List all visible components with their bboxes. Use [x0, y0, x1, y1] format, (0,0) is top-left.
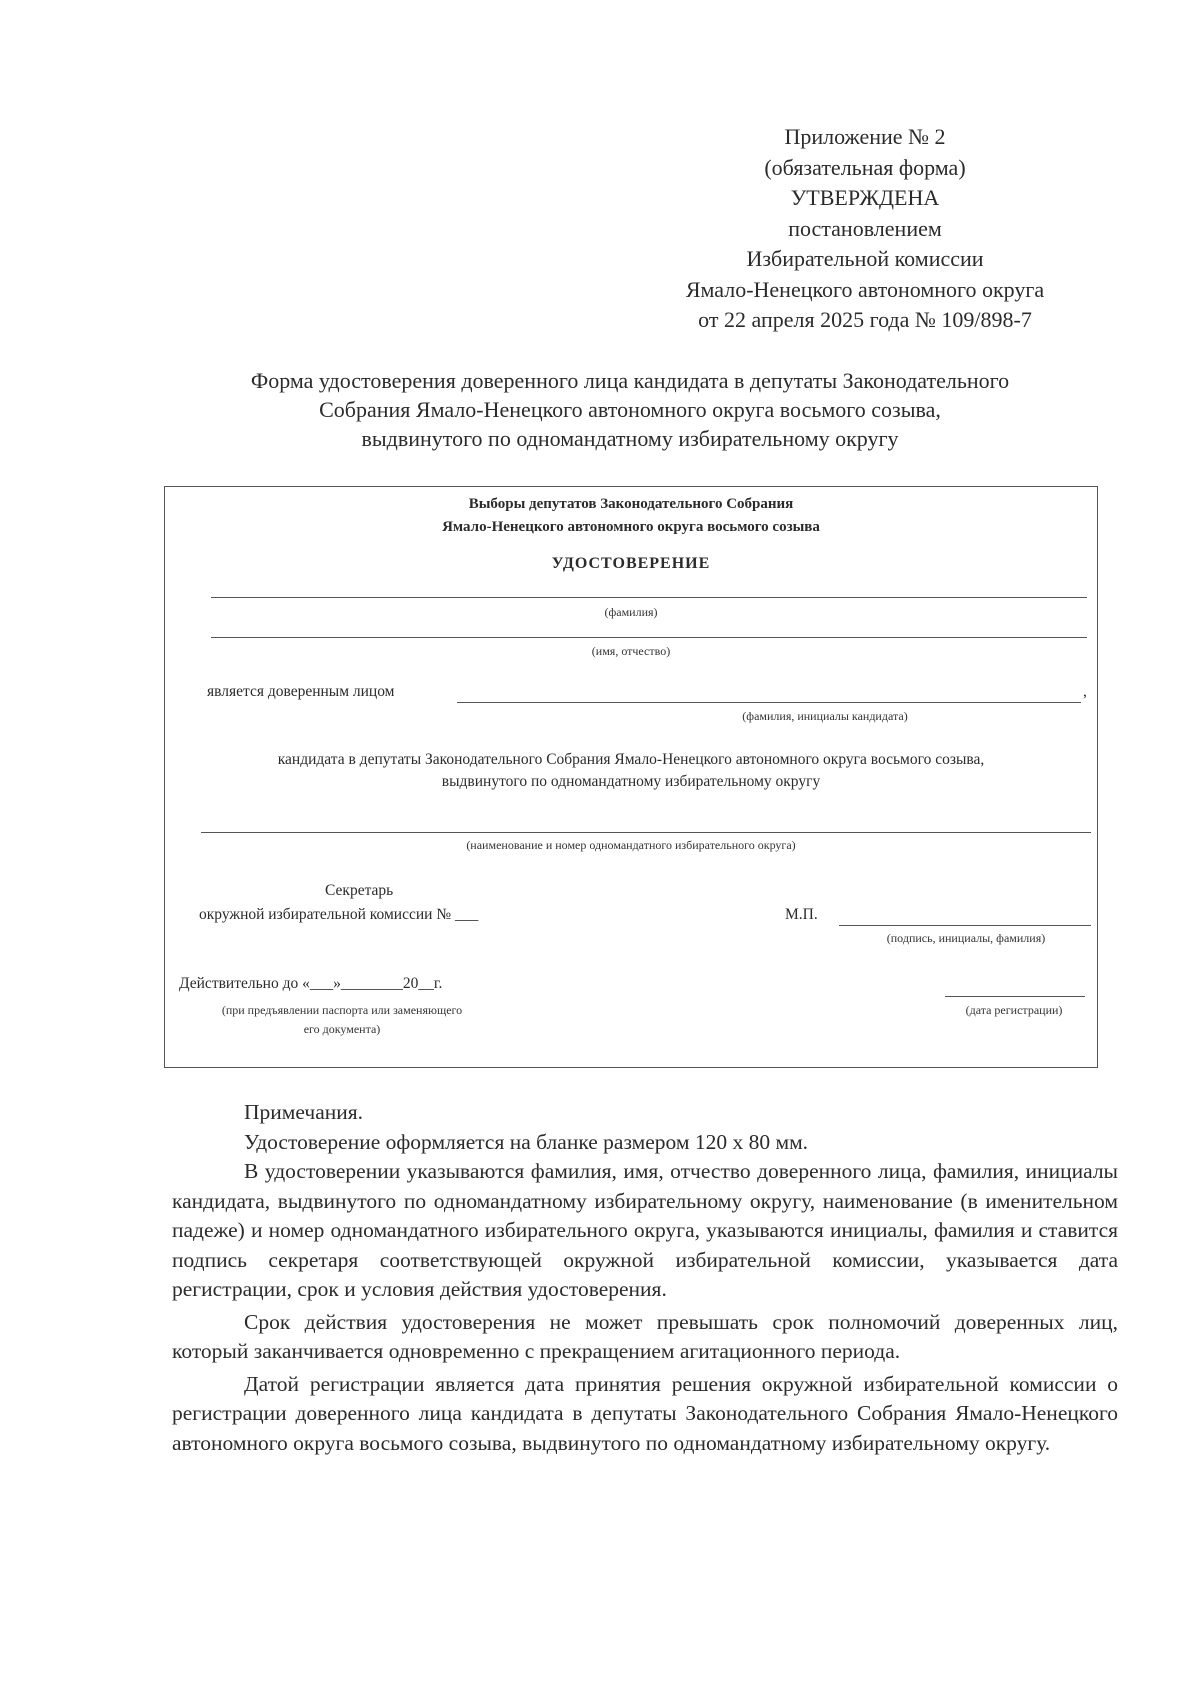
hint-candidate: (фамилия, инициалы кандидата) [742, 709, 908, 723]
appendix-by-resolution: постановлением [788, 215, 942, 241]
title-line-2: Собрания Ямало-Ненецкого автономного округа восьмого созыва, [319, 397, 941, 422]
appendix-approved: УТВЕРЖДЕНА [790, 185, 940, 210]
hint-district: (наименование и номер одномандатного избирательного округа) [466, 838, 796, 852]
secretary-label: Секретарь [325, 882, 394, 899]
registration-date-line [945, 996, 1085, 997]
notes-heading: Примечания. [244, 1100, 364, 1124]
valid-until-label: Действительно до «___»________20__г. [179, 975, 443, 992]
title-line-3: выдвинутого по одномандатному избирательному округу [361, 426, 899, 451]
candidate-description-line-1: кандидата в депутаты Законодательного Собрания Ямало-Ненецкого автономного округа восьмого созыва, [277, 751, 985, 768]
candidate-name-line [457, 702, 1081, 703]
commission-number-label: окружной избирательной комиссии № ___ [199, 906, 479, 923]
stamp-label: М.П. [785, 906, 818, 923]
appendix-header [640, 122, 1090, 336]
certificate-header-line-1: Выборы депутатов Законодательного Собрания [468, 496, 794, 512]
notes-paragraph-4: Датой регистрации является дата принятия решения окружной избирательной комиссии о регистрации доверенного лица кандидата в депутаты Законодательного Собрания Ямало-Ненецкого автономного округа восьмого созыва, выдвинутого по одномандатному избирательному округу. [172, 1371, 1118, 1455]
certificate-header [165, 493, 1097, 539]
certificate-header-line-2: Ямало-Ненецкого автономного округа восьмого созыва [442, 519, 820, 535]
hint-signature: (подпись, инициалы, фамилия) [886, 931, 1046, 945]
signature-line [839, 925, 1091, 926]
candidate-description-line-2: выдвинутого по одномандатному избирательному округу [441, 773, 821, 790]
district-line [201, 832, 1091, 833]
appendix-form-type: (обязательная форма) [764, 154, 966, 180]
notes-paragraph-1: Удостоверение оформляется на бланке размером 120 х 80 мм. [244, 1129, 809, 1154]
certificate-title: УДОСТОВЕРЕНИЕ [551, 555, 711, 572]
notes-paragraph-2: В удостоверении указываются фамилия, имя, отчество доверенного лица, фамилия, инициалы кандидата, выдвинутого по одномандатному избирательному округу, наименование (в именительном падеже) и номер одномандатного избирательного округа, указываются инициалы, фамилия и ставится подпись секретаря соответствующей окружной избирательной комиссии, указывается дата регистрации, срок и условия действия удостоверения. [172, 1159, 1118, 1301]
appendix-region: Ямало-Ненецкого автономного округа [685, 276, 1045, 302]
appendix-number: Приложение № 2 [784, 124, 946, 149]
notes-paragraph-3: Срок действия удостоверения не может превышать срок полномочий доверенных лиц, который заканчивается одновременно с прекращением агитационного периода. [172, 1309, 1118, 1363]
appendix-date-number: от 22 апреля 2025 года № 109/898-7 [698, 307, 1032, 332]
name-line [211, 637, 1087, 638]
hint-registration: (дата регистрации) [965, 1003, 1063, 1017]
hint-passport-line-1: (при предъявлении паспорта или заменяющего [221, 1003, 463, 1017]
proxy-line-comma: , [1083, 683, 1087, 700]
is-proxy-label: является доверенным лицом [207, 683, 395, 700]
candidate-description [165, 749, 1097, 793]
surname-line [211, 597, 1087, 598]
title-line-1: Форма удостоверения доверенного лица кандидата в депутаты Законодательного [250, 368, 1010, 393]
hint-passport [175, 1001, 509, 1039]
hint-surname: (фамилия) [604, 605, 658, 619]
hint-name: (имя, отчество) [591, 644, 671, 658]
appendix-commission: Избирательной комиссии [746, 246, 984, 271]
hint-passport-line-2: его документа) [303, 1022, 381, 1036]
certificate-form [164, 486, 1098, 1068]
notes-section [172, 1098, 1118, 1458]
document-title [160, 366, 1100, 453]
